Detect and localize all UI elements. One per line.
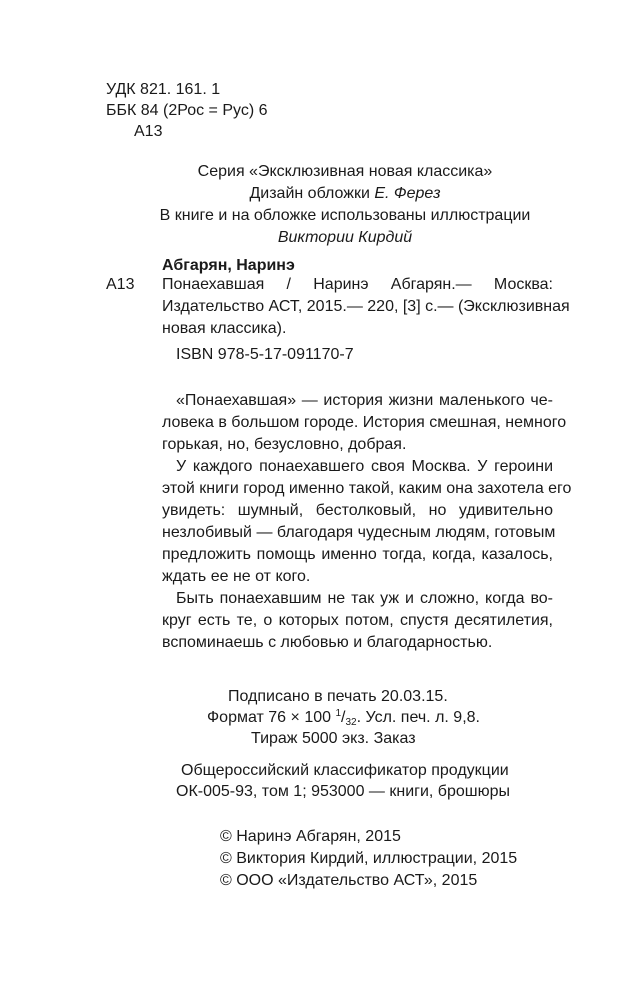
format-fraction-denominator: 32	[345, 717, 357, 728]
format-prefix: Формат 76 × 100	[207, 709, 336, 726]
copyright-line: © Виктория Кирдий, иллюстрации, 2015	[220, 850, 518, 867]
bib-line: Понаехавшая / Наринэ Абгарян.— Москва:	[162, 276, 553, 293]
series-title: Серия «Эксклюзивная новая классика»	[197, 163, 493, 180]
format-fraction-slash: /	[341, 709, 346, 726]
annotation-line: У каждого понаехавшего своя Москва. У героини	[176, 458, 553, 475]
illustrations-credit: В книге и на обложке использованы иллюстрации	[159, 207, 531, 224]
annotation-line: ловека в большом городе. История смешная, немного	[162, 414, 567, 431]
format-suffix: . Усл. печ. л. 9,8.	[356, 709, 480, 726]
annotation-paragraph	[162, 588, 553, 654]
bbk-code: ББК 84 (2Рос = Рус) 6	[106, 102, 268, 119]
format-line	[207, 707, 480, 729]
annotation-line: Быть понаехавшим не так уж и сложно, когда во-	[176, 590, 553, 607]
bibliographic-description	[162, 274, 570, 340]
product-classifier-line: ОК-005-93, том 1; 953000 — книги, брошюры	[176, 783, 510, 800]
annotation-line: незлобивый — благодаря чудесным людям, готовым	[162, 524, 556, 541]
signed-to-print: Подписано в печать 20.03.15.	[228, 688, 448, 705]
author-heading: Абгарян, Наринэ	[162, 257, 295, 274]
udk-code: УДК 821. 161. 1	[106, 81, 221, 98]
annotation-paragraph	[162, 456, 572, 588]
annotation-line: предложить помощь именно тогда, когда, казалось,	[162, 546, 553, 563]
annotation-line: увидеть: шумный, бестолковый, но удивительно	[162, 502, 553, 519]
bib-cutter-code: А13	[106, 276, 135, 293]
copyright-line: © ООО «Издательство АСТ», 2015	[220, 872, 478, 889]
product-classifier-line: Общероссийский классификатор продукции	[181, 762, 509, 779]
illustrator-name: Виктории Кирдий	[277, 229, 413, 246]
cover-designer-name: Е. Ферез	[374, 185, 441, 202]
annotation-paragraph	[162, 390, 567, 456]
isbn: ISBN 978-5-17-091170-7	[176, 346, 354, 363]
copyright-line: © Наринэ Абгарян, 2015	[220, 828, 401, 845]
bib-line: новая классика).	[162, 320, 287, 337]
annotation-line: вспоминаешь с любовью и благодарностью.	[162, 634, 493, 651]
cover-design-label: Дизайн обложки	[249, 185, 375, 202]
cutter-code: А13	[134, 123, 163, 140]
print-run: Тираж 5000 экз. Заказ	[251, 730, 416, 747]
annotation	[162, 390, 572, 654]
bib-line: Издательство АСТ, 2015.— 220, [3] с.— (Эксклюзивная	[162, 298, 570, 315]
annotation-line: круг есть те, о которых потом, спустя десятилетия,	[162, 612, 553, 629]
annotation-line: «Понаехавшая» — история жизни маленького че-	[176, 392, 553, 409]
annotation-line: ждать ее не от кого.	[162, 568, 311, 585]
format-fraction-numerator: 1	[335, 708, 342, 719]
annotation-line: горькая, но, безусловно, добрая.	[162, 436, 407, 453]
cover-design-credit	[110, 183, 580, 205]
annotation-line: этой книги город именно такой, каким она захотела его	[162, 480, 572, 497]
